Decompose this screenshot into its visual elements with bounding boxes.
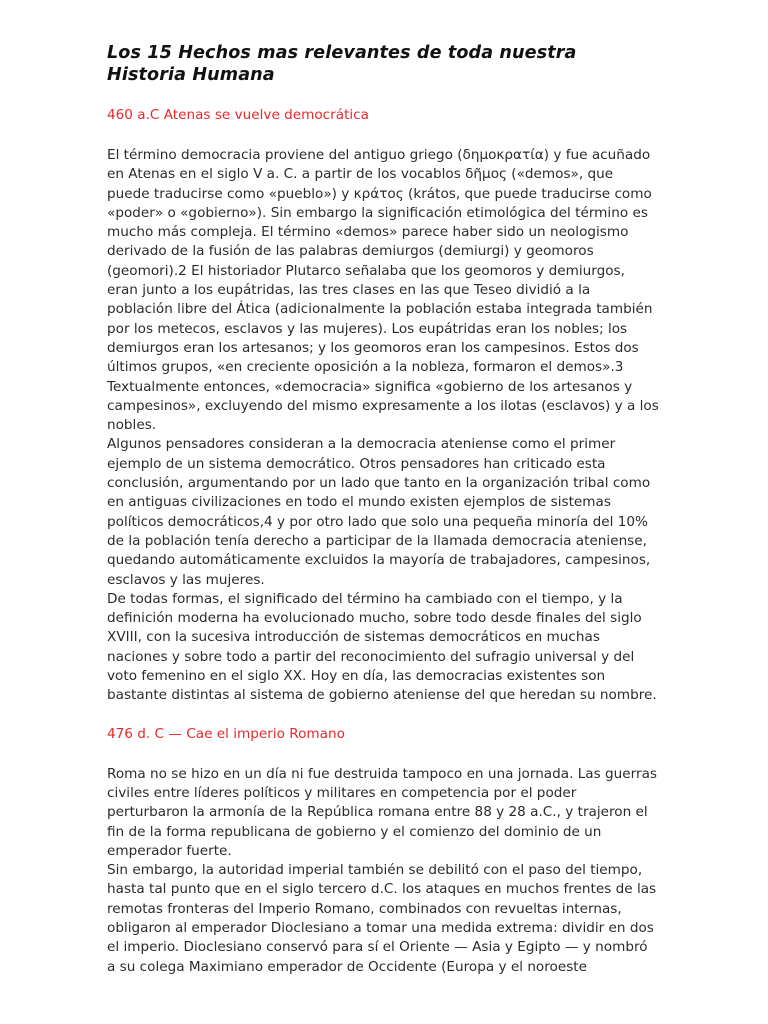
document-page xyxy=(107,0,660,977)
paragraph: Sin embargo, la autoridad imperial también se debilitó con el paso del tiempo, hasta tal punto que en el siglo tercero d.C. los ataques en muchos frentes de las remotas fronteras del Imperio Romano, combinados con revueltas internas, obligaron al emperador Dioclesiano a tomar una medida extrema: dividir en dos el imperio. Dioclesiano conservó para sí el Oriente — Asia y Egipto — y nombró a su colega Maximiano emperador de Occidente (Europa y el noroeste xyxy=(107,862,657,975)
section-athens xyxy=(107,106,660,706)
section-heading: 460 a.C Atenas se vuelve democrática xyxy=(107,107,369,123)
paragraph: Algunos pensadores consideran a la democracia ateniense como el primer ejemplo de un sistema democrático. Otros pensadores han criticado esta conclusión, argumentando por un lado que tanto en la organización tribal como en antiguas civilizaciones en todo el mundo existen ejemplos de sistemas políticos democráticos,4 y por otro lado que solo una pequeña minoría del 10% de la población tenía derecho a participar de la llamada democracia ateniense, quedando automáticamente excluidos la mayoría de trabajadores, campesinos, esclavos y las mujeres. xyxy=(107,436,651,588)
document-title: Los 15 Hechos mas relevantes de toda nuestra Historia Humana xyxy=(107,43,577,85)
paragraph: De todas formas, el significado del término ha cambiado con el tiempo, y la definición moderna ha evolucionado mucho, sobre todo desde finales del siglo XVIII, con la sucesiva introducción de sistemas democráticos en muchas naciones y sobre todo a partir del reconocimiento del sufragio universal y del voto femenino en el siglo XX. Hoy en día, las democracias existentes son bastante distintas al sistema de gobierno ateniense del que heredan su nombre. xyxy=(107,590,657,704)
section-heading: 476 d. C — Cae el imperio Romano xyxy=(107,725,345,742)
section-rome xyxy=(107,725,660,977)
paragraph: Roma no se hizo en un día ni fue destruida tampoco en una jornada. Las guerras civiles entre líderes políticos y militares en competencia por el poder perturbaron la armonía de la República romana entre 88 y 28 a.C., y trajeron el fin de la forma republicana de gobierno y el comienzo del dominio de un emperador fuerte. xyxy=(107,765,658,859)
paragraph: El término democracia proviene del antiguo griego (δημοκρατία) y fue acuñado en Atenas en el siglo V a. C. a partir de los vocablos δῆμος («demos», que puede traducirse como «pueblo») y κράτος (krátos, que puede traducirse como «poder» o «gobierno»). Sin embargo la significación etimológica del término es mucho más compleja. El término «demos» parece haber sido un neologismo derivado de la fusión de las palabras demiurgos (demiurgi) y geomoros (geomori).2 El historiador Plutarco señalaba que los geomoros y demiurgos, eran junto a los eupátridas, las tres clases en las que Teseo dividió a la población libre del Ática (adicionalmente la población estaba integrada también por los metecos, esclavos y las mujeres). Los eupátridas eran los nobles; los demiurgos eran los artesanos; y los geomoros eran los campesinos. Estos dos últimos grupos, «en creciente oposición a la nobleza, formaron el demos».3 Textualmente entonces, «democracia» significa «gobierno de los artesanos y campesinos», excluyendo del mismo expresamente a los ilotas (esclavos) y a los nobles. xyxy=(107,147,659,434)
